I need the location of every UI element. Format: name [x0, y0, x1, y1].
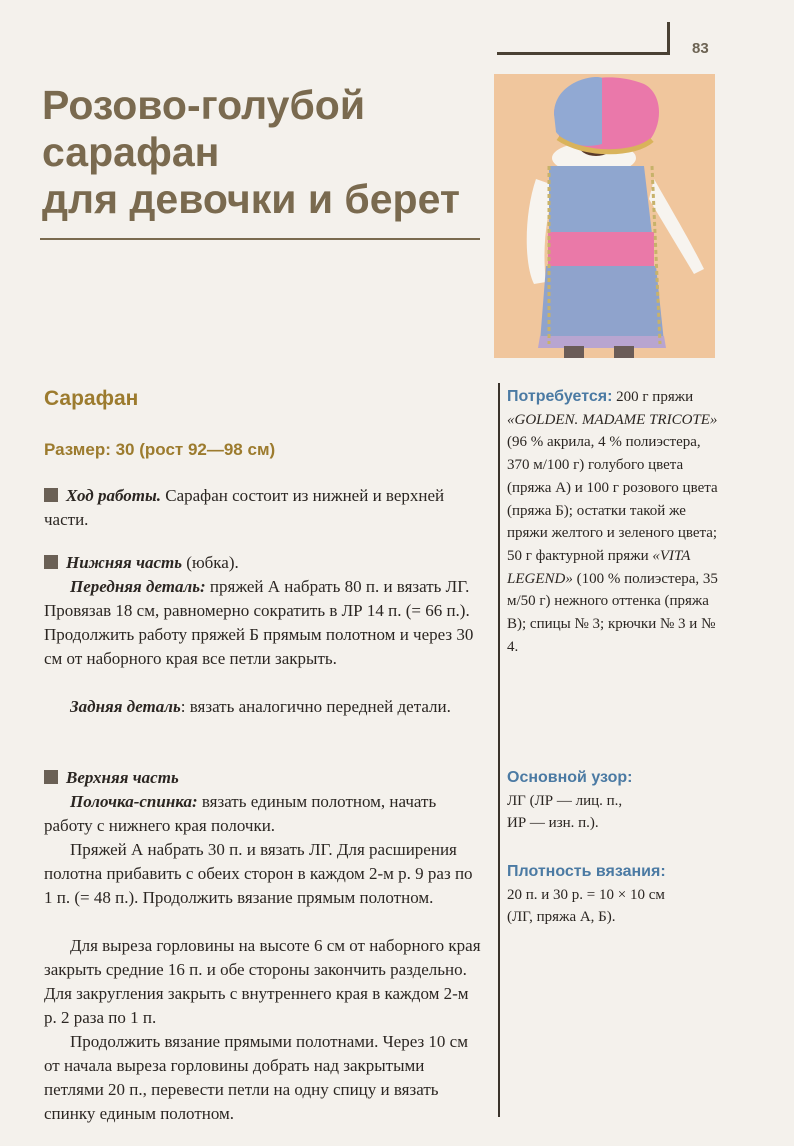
column-divider	[498, 383, 500, 1117]
lower-part-suffix: (юбка).	[182, 553, 239, 572]
lower-part-label: Нижняя часть	[66, 553, 183, 572]
upper-part-label: Верхняя часть	[66, 768, 179, 787]
back-piece-text: : вязать аналогично передней детали.	[180, 697, 451, 716]
bullet-square-icon	[44, 555, 58, 569]
back-piece-paragraph	[44, 695, 482, 719]
page-number: 83	[692, 40, 709, 57]
gauge-heading: Плотность вязания:	[507, 863, 666, 880]
lower-part-heading	[44, 551, 482, 575]
pattern-heading: Основной узор:	[507, 769, 633, 786]
title-underline	[40, 238, 480, 240]
title-line: для девочки и берет	[42, 176, 460, 222]
bullet-square-icon	[44, 770, 58, 784]
bodice-label: Полочка-спинка:	[70, 792, 198, 811]
front-piece-paragraph	[44, 575, 482, 671]
upper-paragraph-1: Пряжей А набрать 30 п. и вязать ЛГ. Для расширения полотна прибавить с обеих сторон в каждом 2-м р. 9 раз по 1 п. (= 48 п.). Продолжить вязание прямым полотном.	[44, 840, 473, 907]
gauge-line-2: (ЛГ, пряжа А, Б).	[507, 909, 616, 926]
materials-text-1: 200 г пряжи	[612, 389, 694, 405]
page-corner-frame	[497, 22, 670, 55]
front-piece-label: Передняя деталь:	[70, 577, 206, 596]
girl-in-sundress-photo	[494, 74, 715, 358]
yarn-name-1: «GOLDEN. MADAME TRICOTE»	[507, 411, 718, 428]
front-piece-text: пряжей А набрать 80 п. и вязать ЛГ. Провязав 18 см, равномерно сократить в ЛР 14 п. (= 66 п.). Продолжить работу пряжей Б прямым полотном и через 30 см от наборного края все петли закрыть.	[44, 577, 474, 668]
materials-block	[507, 386, 719, 658]
materials-text-3: (100 % полиэстера, 35 м/50 г) нежного оттенка (пряжа В); спицы № 3; крючки № 3 и № 4.	[507, 570, 718, 655]
bodice-paragraph	[44, 790, 482, 838]
back-piece-label: Задняя деталь	[70, 697, 181, 716]
materials-text-2: (96 % акрила, 4 % полиэстера, 370 м/100 г) голубого цвета (пряжа А) и 100 г розового цвета (пряжа Б); остатки такой же пряжи желтого и зеленого цвета; 50 г фактурной пряжи	[507, 434, 718, 564]
page-title	[42, 82, 492, 223]
title-line: сарафан	[42, 129, 220, 175]
work-text: Сарафан состоит из нижней и верхней части.	[44, 486, 445, 529]
pattern-line-2: ИР — изн. п.).	[507, 815, 599, 832]
yarn-name-2: «VITA LEGEND»	[507, 547, 691, 587]
upper-part-heading	[44, 766, 482, 790]
work-label: Ход работы.	[66, 486, 161, 505]
work-paragraph	[44, 484, 482, 532]
pattern-block	[507, 767, 719, 835]
gauge-block	[507, 861, 719, 929]
bullet-square-icon	[44, 488, 58, 502]
materials-heading: Потребуется:	[507, 388, 613, 405]
gauge-line-1: 20 п. и 30 р. = 10 × 10 см	[507, 886, 665, 903]
bodice-text: вязать единым полотном, начать работу с нижнего края полочки.	[44, 792, 437, 835]
upper-paragraph-2: Для выреза горловины на высоте 6 см от наборного края закрыть средние 16 п. и обе стороны закончить раздельно. Для закругления закрыть с внутреннего края в каждом 2-м р. 2 раза по 1 п.	[44, 936, 481, 1027]
size-heading: Размер: 30 (рост 92—98 см)	[44, 440, 276, 459]
photo-girl-in-pink-blue-knit-sundress-and-beret	[494, 74, 715, 358]
sundress-heading: Сарафан	[44, 387, 139, 410]
pattern-line-1: ЛГ (ЛР — лиц. п.,	[507, 792, 623, 809]
title-line: Розово-голубой	[42, 82, 366, 128]
upper-paragraph-3: Продолжить вязание прямыми полотнами. Через 10 см от начала выреза горловины добрать над закрытыми петлями 20 п., перевести петли на одну спицу и вязать спинку единым полотном.	[44, 1032, 468, 1123]
